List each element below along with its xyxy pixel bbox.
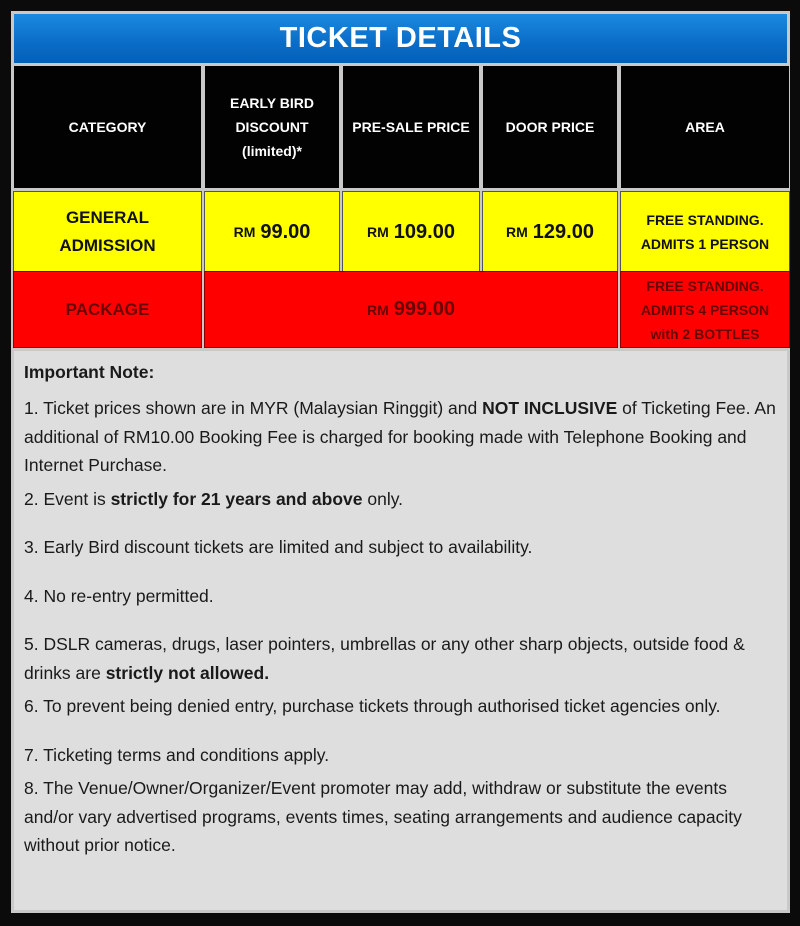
note-1 bbox=[24, 394, 777, 480]
note-emphasis: strictly for 21 years and above bbox=[110, 488, 363, 509]
notes-heading: Important Note: bbox=[24, 362, 155, 382]
currency-label: RM bbox=[233, 224, 256, 240]
currency-label: RM bbox=[367, 301, 389, 318]
general-admission-door-price bbox=[483, 192, 617, 272]
note-5 bbox=[24, 630, 777, 687]
header-door-price: DOOR PRICE bbox=[483, 66, 617, 188]
important-notes bbox=[14, 351, 787, 910]
general-admission-category: GENERAL ADMISSION bbox=[14, 192, 201, 272]
general-admission-pre-sale-price bbox=[343, 192, 479, 272]
note-text: of Ticketing Fee. An additional of RM10.00 Booking Fee is charged for booking made with Telephone Booking and Internet Purchase. bbox=[24, 398, 776, 475]
price-value: 999.00 bbox=[393, 298, 455, 320]
package-price bbox=[205, 272, 617, 347]
currency-label: RM bbox=[506, 224, 528, 240]
ticket-table bbox=[14, 66, 787, 347]
note-text: 2. Event is bbox=[24, 488, 111, 509]
price-value: 129.00 bbox=[532, 220, 594, 243]
package-area: FREE STANDING. ADMITS 4 PERSON with 2 BOTTLES bbox=[621, 272, 789, 347]
ticket-details-panel bbox=[11, 11, 790, 913]
note-3: 3. Early Bird discount tickets are limited and subject to availability. bbox=[24, 537, 533, 557]
note-emphasis: NOT INCLUSIVE bbox=[482, 398, 618, 418]
price-value: 109.00 bbox=[393, 220, 455, 243]
header-early-bird: EARLY BIRD DISCOUNT (limited)* bbox=[205, 66, 339, 188]
note-6: 6. To prevent being denied entry, purchase tickets through authorised ticket agencies only. bbox=[24, 696, 721, 716]
general-admission-area: FREE STANDING. ADMITS 1 PERSON bbox=[621, 192, 789, 272]
note-7: 7. Ticketing terms and conditions apply. bbox=[24, 744, 330, 765]
currency-label: RM bbox=[367, 224, 389, 240]
header-pre-sale: PRE-SALE PRICE bbox=[343, 66, 479, 188]
note-8: 8. The Venue/Owner/Organizer/Event promoter may add, withdraw or substitute the events and/or vary advertised programs, events times, seating arrangements and audience capacity without prior notice. bbox=[24, 778, 742, 855]
package-category: PACKAGE bbox=[14, 272, 201, 347]
note-emphasis: strictly not allowed. bbox=[105, 662, 270, 683]
note-text: only. bbox=[362, 488, 404, 509]
note-2 bbox=[24, 485, 777, 514]
price-value: 99.00 bbox=[260, 220, 311, 243]
note-4: 4. No re-entry permitted. bbox=[24, 585, 214, 606]
note-text: 5. DSLR cameras, drugs, laser pointers, umbrellas or any other sharp objects, outside food & drinks are bbox=[24, 634, 745, 683]
header-category: CATEGORY bbox=[14, 66, 201, 188]
note-text: 1. Ticket prices shown are in MYR (Malaysian Ringgit) and bbox=[24, 398, 483, 418]
page-title: TICKET DETAILS bbox=[14, 14, 787, 63]
header-area: AREA bbox=[621, 66, 789, 188]
general-admission-early-bird-price bbox=[205, 192, 339, 272]
